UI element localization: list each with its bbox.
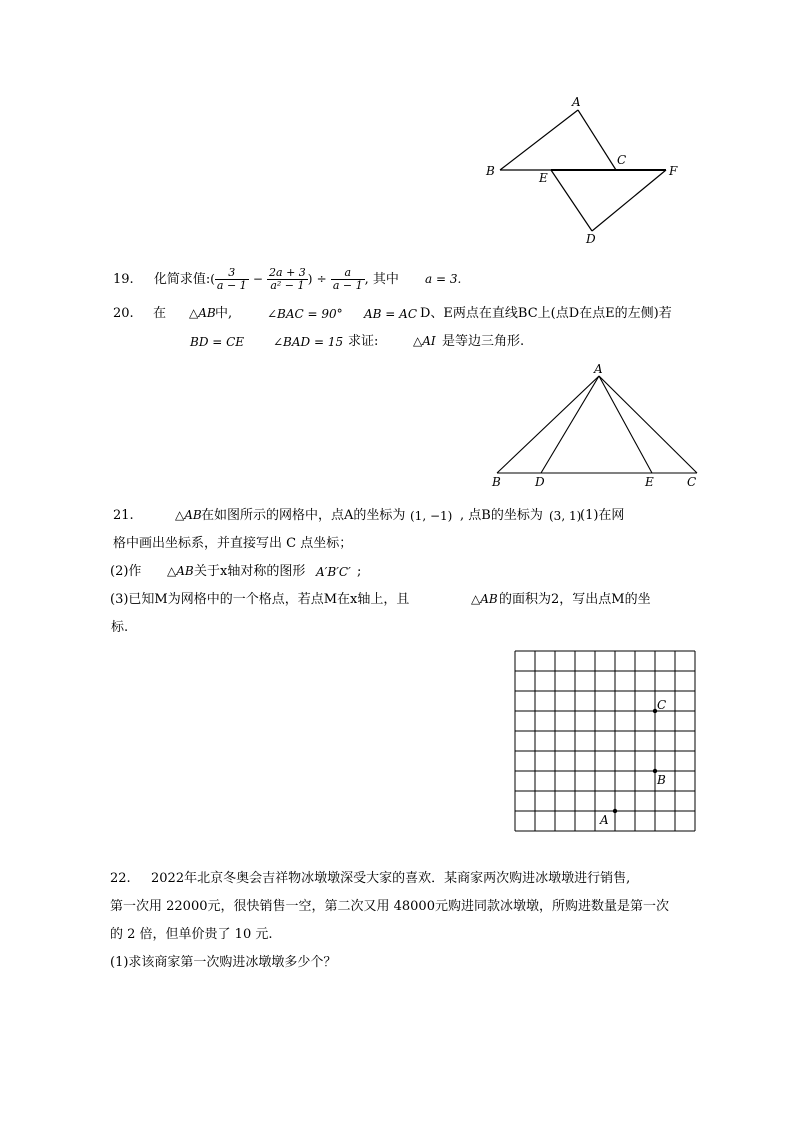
q22-line-1: 2022年北京冬奥会吉祥物冰墩墩深受大家的喜欢．某商家两次购进冰墩墩进行销售, xyxy=(151,871,631,886)
q19-condition: a = 3. xyxy=(425,272,462,286)
q21-part3-text-2: 的面积为2，写出点M的坐 xyxy=(499,592,651,607)
fig2-label-E: E xyxy=(645,475,654,489)
grid-label-B: B xyxy=(657,773,666,787)
q20-number: 20. xyxy=(113,306,134,321)
q21-part3-text-3: 标. xyxy=(111,620,129,635)
fig2-label-B: B xyxy=(492,475,501,489)
q21-part3-triangle: △AB xyxy=(471,592,498,606)
q20-bd-eq-ce: BD = CE xyxy=(190,335,245,349)
q21-part3-text: (3)已知M为网格中的一个格点，若点M在x轴上，且 xyxy=(110,592,410,607)
q21-text-2: , 点B的坐标为 xyxy=(460,508,543,523)
q21-triangle: △AB xyxy=(175,508,202,522)
q20-text-qiuzheng: 求证: xyxy=(348,334,379,349)
q21-coord-b: (3, 1) xyxy=(549,509,582,523)
q19-prefix: 化简求值: xyxy=(153,272,211,287)
q19-suffix: , 其中 xyxy=(364,272,399,287)
q19-f2-den: a² − 1 xyxy=(270,279,305,292)
fig1-label-A: A xyxy=(572,95,581,109)
q22-line-2: 第一次用 22000元，很快销售一空，第二次又用 48000元购进同款冰墩墩，所购进数量是第一次 xyxy=(110,899,669,914)
q20-triangle-2: △AI xyxy=(413,334,436,348)
q21-part2-text: 关于x轴对称的图形 xyxy=(194,564,306,579)
fig1-label-E: E xyxy=(539,171,548,185)
fig1-label-D: D xyxy=(586,232,596,246)
q19-number: 19. xyxy=(113,272,134,287)
q19-f3-num: a xyxy=(331,267,365,280)
grid-point-A xyxy=(613,809,617,813)
q19-f3-den: a − 1 xyxy=(332,279,363,292)
fig1-label-C: C xyxy=(617,153,627,167)
q20-triangle-1: △AB xyxy=(189,306,216,320)
q19-div: ÷ xyxy=(316,272,327,286)
q21-line-2: 格中画出坐标系，并直接写出 C 点坐标； xyxy=(113,536,353,551)
q21-part2-triangle: △AB xyxy=(167,564,194,578)
q20-ab-eq-ac: AB = AC xyxy=(364,307,418,321)
q21-number: 21. xyxy=(113,508,134,523)
q19-lparen: ( xyxy=(210,272,215,286)
grid-label-C: C xyxy=(657,698,667,712)
q22-line-4: (1)求该商家第一次购进冰墩墩多少个？ xyxy=(110,955,337,970)
q20-text-zai: 在 xyxy=(153,306,167,321)
q22-number: 22. xyxy=(110,871,131,886)
q19-f1-num: 3 xyxy=(215,267,249,280)
q21-part2-prefix: (2)作 xyxy=(110,564,142,579)
q20-text-de: D、E两点在直线BC上(点D在点E的左侧)若 xyxy=(420,306,672,321)
q19-minus: − xyxy=(252,272,263,286)
q21-part2-image: A′B′C′ xyxy=(316,565,351,579)
fig2-label-A: A xyxy=(594,362,603,376)
grid-label-A: A xyxy=(600,813,609,827)
q20-text-end: 是等边三角形. xyxy=(442,334,525,349)
fig1-label-B: B xyxy=(486,164,495,178)
fig2-label-D: D xyxy=(535,475,545,489)
fig1-label-F: F xyxy=(669,164,678,178)
q19-f1-den: a − 1 xyxy=(216,279,247,292)
q19-f2-num: 2a + 3 xyxy=(269,266,306,279)
q20-angle-bad: ∠BAD = 15 xyxy=(273,335,344,349)
q21-text-1: 在如图所示的网格中，点A的坐标为 xyxy=(201,508,406,523)
q21-part2-end: ; xyxy=(357,564,362,579)
fig2-label-C: C xyxy=(687,475,697,489)
q20-angle-bac: ∠BAC = 90° xyxy=(267,307,343,321)
q20-text-zhong: 中, xyxy=(215,306,233,321)
q22-line-3: 的 2 倍，但单价贵了 10 元. xyxy=(110,927,273,942)
q21-coord-a: (1, −1) xyxy=(410,509,453,523)
q21-text-3: (1)在网 xyxy=(580,508,625,523)
q19-rparen: ) xyxy=(307,272,313,286)
